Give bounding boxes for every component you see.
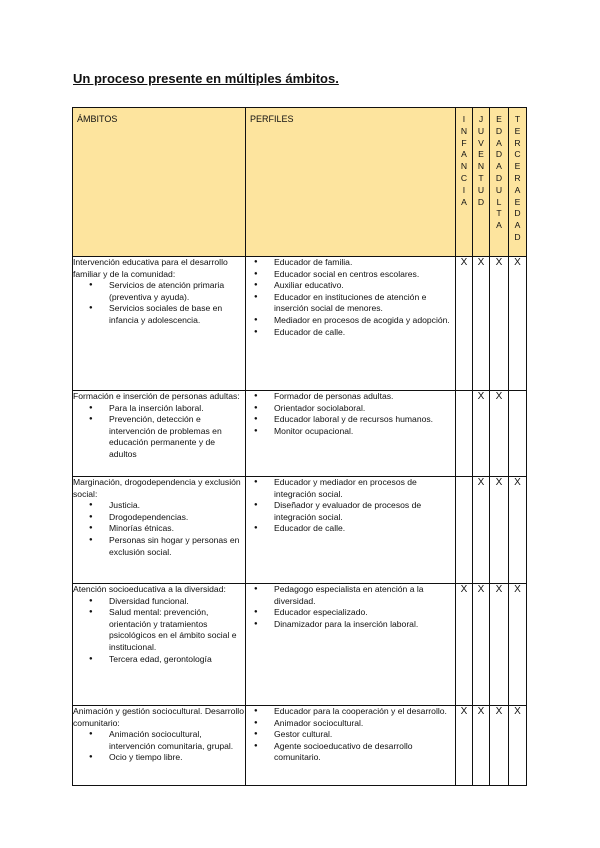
age-mark xyxy=(509,391,527,477)
perfil-item: ● Educador para la cooperación y el desarrollo. xyxy=(246,706,455,718)
perfil-item: ● Auxiliar educativo. xyxy=(246,280,455,292)
header-letter: E xyxy=(514,125,521,136)
header-letter: N xyxy=(460,161,468,172)
header-letter: A xyxy=(496,137,502,148)
age-mark: X xyxy=(490,584,509,706)
perfil-item: ● Formador de personas adultas. xyxy=(246,391,455,403)
perfil-item: ● Gestor cultural. xyxy=(246,729,455,741)
header-letter: D xyxy=(514,231,521,242)
perfiles-list xyxy=(246,391,455,437)
ambito-cell xyxy=(73,257,246,391)
perfil-item: ● Educador de calle. xyxy=(246,327,455,339)
perfil-item: ● Monitor ocupacional. xyxy=(246,426,455,438)
header-ambitos: ÁMBITOS xyxy=(73,108,246,257)
table-row xyxy=(73,584,527,706)
header-letter: D xyxy=(495,125,503,136)
header-letter: E xyxy=(478,149,484,160)
perfil-item: ● Pedagogo especialista en atención a la diversidad. xyxy=(246,584,455,607)
perfil-item: ● Educador y mediador en procesos de integración social. xyxy=(246,477,455,500)
header-tercera-edad xyxy=(509,108,527,257)
table-header-row xyxy=(73,108,527,257)
ambito-cell xyxy=(73,706,246,786)
header-letter: N xyxy=(477,161,485,172)
perfil-item: ● Agente socioeducativo de desarrollo comunitario. xyxy=(246,741,455,764)
header-letter: D xyxy=(495,149,503,160)
ambito-title: Marginación, drogodependencia y exclusión social: xyxy=(73,477,241,499)
header-letter: F xyxy=(461,137,467,148)
age-mark: X xyxy=(473,706,490,786)
ambito-item: ● Tercera edad, gerontología xyxy=(73,654,245,666)
perfiles-list xyxy=(246,477,455,535)
ambito-list xyxy=(73,596,245,666)
header-letter: A xyxy=(496,161,502,172)
perfiles-cell xyxy=(246,391,456,477)
age-mark xyxy=(456,391,473,477)
header-letter: D xyxy=(477,196,485,207)
age-mark: X xyxy=(473,584,490,706)
ambito-item: ● Prevención, detección e intervención de problemas en educación permanente y de adultos xyxy=(73,414,245,460)
perfiles-cell xyxy=(246,584,456,706)
ambito-item: ● Drogodependencias. xyxy=(73,512,245,524)
perfil-item: ● Educador social en centros escolares. xyxy=(246,269,455,281)
header-letter: T xyxy=(478,172,484,183)
ambito-title: Intervención educativa para el desarrollo familiar y de la comunidad: xyxy=(73,257,228,279)
perfil-item: ● Animador sociocultural. xyxy=(246,718,455,730)
age-mark: X xyxy=(509,584,527,706)
ambito-item: ● Servicios sociales de base en infancia y adolescencia. xyxy=(73,303,245,326)
header-letter: A xyxy=(514,220,521,231)
ambito-item: ● Animación sociocultural, intervención comunitaria, grupal. xyxy=(73,729,245,752)
ambito-item: ● Para la inserción laboral. xyxy=(73,403,245,415)
header-letter: N xyxy=(460,125,468,136)
table-row xyxy=(73,477,527,584)
header-letter: U xyxy=(477,184,485,195)
age-mark: X xyxy=(509,257,527,391)
header-letter: R xyxy=(514,172,521,183)
ambito-title: Animación y gestión sociocultural. Desarrollo comunitario: xyxy=(73,706,244,728)
ambito-item: ● Ocio y tiempo libre. xyxy=(73,752,245,764)
header-letter: U xyxy=(477,125,485,136)
perfil-item: ● Educador laboral y de recursos humanos. xyxy=(246,414,455,426)
header-letter: A xyxy=(461,149,467,160)
ambito-title: Formación e inserción de personas adultas: xyxy=(73,391,240,401)
perfil-item: ● Educador en instituciones de atención e inserción social de menores. xyxy=(246,292,455,315)
header-letter: L xyxy=(496,196,502,207)
ambito-item: ● Servicios de atención primaria (preventiva y ayuda). xyxy=(73,280,245,303)
age-mark: X xyxy=(509,477,527,584)
ambito-title: Atención socioeducativa a la diversidad: xyxy=(73,584,226,594)
ambito-item: ● Justicia. xyxy=(73,500,245,512)
header-letter: A xyxy=(461,196,467,207)
header-letter: A xyxy=(514,184,521,195)
age-mark: X xyxy=(509,706,527,786)
age-mark: X xyxy=(473,257,490,391)
header-letter: C xyxy=(514,149,521,160)
page-title: Un proceso presente en múltiples ámbitos. xyxy=(73,71,339,86)
perfil-item: ● Educador especializado. xyxy=(246,607,455,619)
age-mark: X xyxy=(473,391,490,477)
ambito-cell xyxy=(73,391,246,477)
ambito-item: ● Diversidad funcional. xyxy=(73,596,245,608)
header-letter: A xyxy=(496,220,502,231)
age-mark xyxy=(456,477,473,584)
perfiles-cell xyxy=(246,706,456,786)
perfil-item: ● Diseñador y evaluador de procesos de integración social. xyxy=(246,500,455,523)
header-letter: E xyxy=(496,114,502,124)
ambito-item: ● Minorías étnicas. xyxy=(73,523,245,535)
ambito-item: ● Salud mental: prevención, orientación y tratamientos psicológicos en el ámbito social e institucional. xyxy=(73,607,245,653)
table-row xyxy=(73,706,527,786)
header-letter: I xyxy=(462,114,466,124)
header-letter: T xyxy=(496,208,502,219)
age-mark: X xyxy=(490,257,509,391)
age-mark: X xyxy=(456,706,473,786)
header-letter: D xyxy=(514,208,521,219)
header-letter: E xyxy=(514,161,521,172)
perfil-item: ● Dinamizador para la inserción laboral. xyxy=(246,619,455,631)
age-mark: X xyxy=(456,584,473,706)
header-letter: R xyxy=(514,137,521,148)
perfiles-list xyxy=(246,257,455,338)
table-row xyxy=(73,257,527,391)
ambito-list xyxy=(73,280,245,326)
age-mark: X xyxy=(490,706,509,786)
perfiles-list xyxy=(246,706,455,764)
ambito-list xyxy=(73,500,245,558)
ambitos-table xyxy=(72,107,527,786)
ambito-list xyxy=(73,403,245,461)
perfiles-cell xyxy=(246,257,456,391)
perfil-item: ● Educador de calle. xyxy=(246,523,455,535)
header-letter: V xyxy=(478,137,484,148)
perfil-item: ● Mediador en procesos de acogida y adopción. xyxy=(246,315,455,327)
header-edad-adulta xyxy=(490,108,509,257)
age-mark: X xyxy=(490,391,509,477)
header-infancia xyxy=(456,108,473,257)
perfil-item: ● Orientador sociolaboral. xyxy=(246,403,455,415)
ambito-item: ● Personas sin hogar y personas en exclusión social. xyxy=(73,535,245,558)
header-letter: C xyxy=(460,172,468,183)
age-mark: X xyxy=(490,477,509,584)
header-letter: I xyxy=(462,184,466,195)
perfil-item: ● Educador de familia. xyxy=(246,257,455,269)
ambito-list xyxy=(73,729,245,764)
header-perfiles: PERFILES xyxy=(246,108,456,257)
perfiles-list xyxy=(246,584,455,630)
age-mark: X xyxy=(456,257,473,391)
ambito-cell xyxy=(73,584,246,706)
header-letter: U xyxy=(495,184,503,195)
ambito-cell xyxy=(73,477,246,584)
table-row xyxy=(73,391,527,477)
perfiles-cell xyxy=(246,477,456,584)
header-letter: J xyxy=(478,114,484,124)
header-letter: E xyxy=(514,196,521,207)
age-mark: X xyxy=(473,477,490,584)
header-juventud xyxy=(473,108,490,257)
header-letter: D xyxy=(495,172,503,183)
header-letter: T xyxy=(514,114,521,124)
